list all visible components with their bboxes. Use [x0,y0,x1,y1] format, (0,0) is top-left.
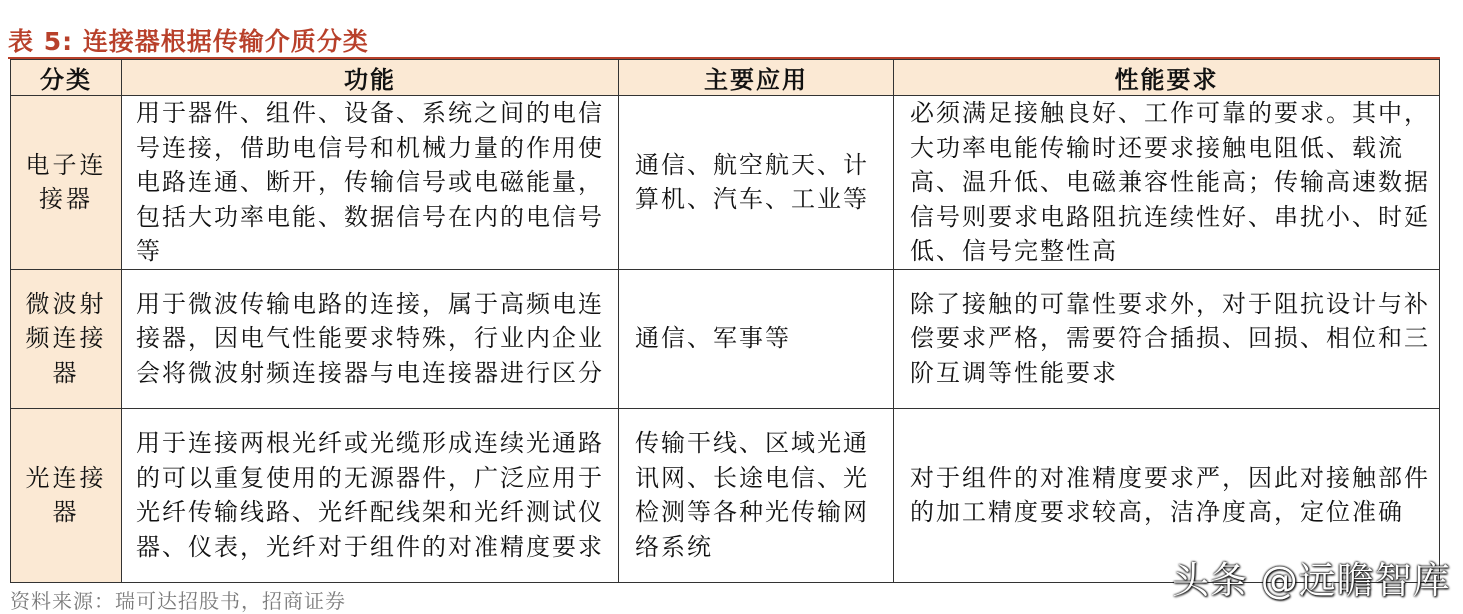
header-application: 主要应用 [619,60,894,96]
header-function: 功能 [122,60,619,96]
classification-table [10,59,1440,583]
row-application: 通信、军事等 [619,269,894,408]
row-function: 用于微波传输电路的连接，属于高频电连接器，因电气性能要求特殊，行业内企业会将微波射频连接器与电连接器进行区分 [122,269,619,408]
row-category: 电子连接器 [11,96,122,270]
watermark: 头条 @远瞻智库 [1172,559,1451,602]
header-performance: 性能要求 [894,60,1440,96]
row-category: 微波射频连接器 [11,269,122,408]
source-note: 资料来源：瑞可达招股书，招商证券 [10,589,346,613]
row-performance: 必须满足接触良好、工作可靠的要求。其中，大功率电能传输时还要求接触电阻低、载流高、温升低、电磁兼容性能高；传输高速数据信号则要求电路阻抗连续性好、串扰小、时延低、信号完整性高 [894,96,1440,270]
header-category: 分类 [11,60,122,96]
row-category: 光连接器 [11,408,122,582]
table-row [11,96,1440,270]
row-application: 通信、航空航天、计算机、汽车、工业等 [619,96,894,270]
table-row [11,269,1440,408]
row-performance: 对于组件的对准精度要求严，因此对接触部件的加工精度要求较高，洁净度高，定位准确 [894,408,1440,582]
table-header-row [11,60,1440,96]
row-function: 用于器件、组件、设备、系统之间的电信号连接，借助电信号和机械力量的作用使电路连通、断开，传输信号或电磁能量，包括大功率电能、数据信号在内的电信号等 [122,96,619,270]
row-application: 传输干线、区域光通讯网、长途电信、光检测等各种光传输网络系统 [619,408,894,582]
row-function: 用于连接两根光纤或光缆形成连续光通路的可以重复使用的无源器件，广泛应用于光纤传输线路、光纤配线架和光纤测试仪器、仪表，光纤对于组件的对准精度要求 [122,408,619,582]
row-performance: 除了接触的可靠性要求外，对于阻抗设计与补偿要求严格，需要符合插损、回损、相位和三阶互调等性能要求 [894,269,1440,408]
table-title: 表 5: 连接器根据传输介质分类 [8,27,369,56]
